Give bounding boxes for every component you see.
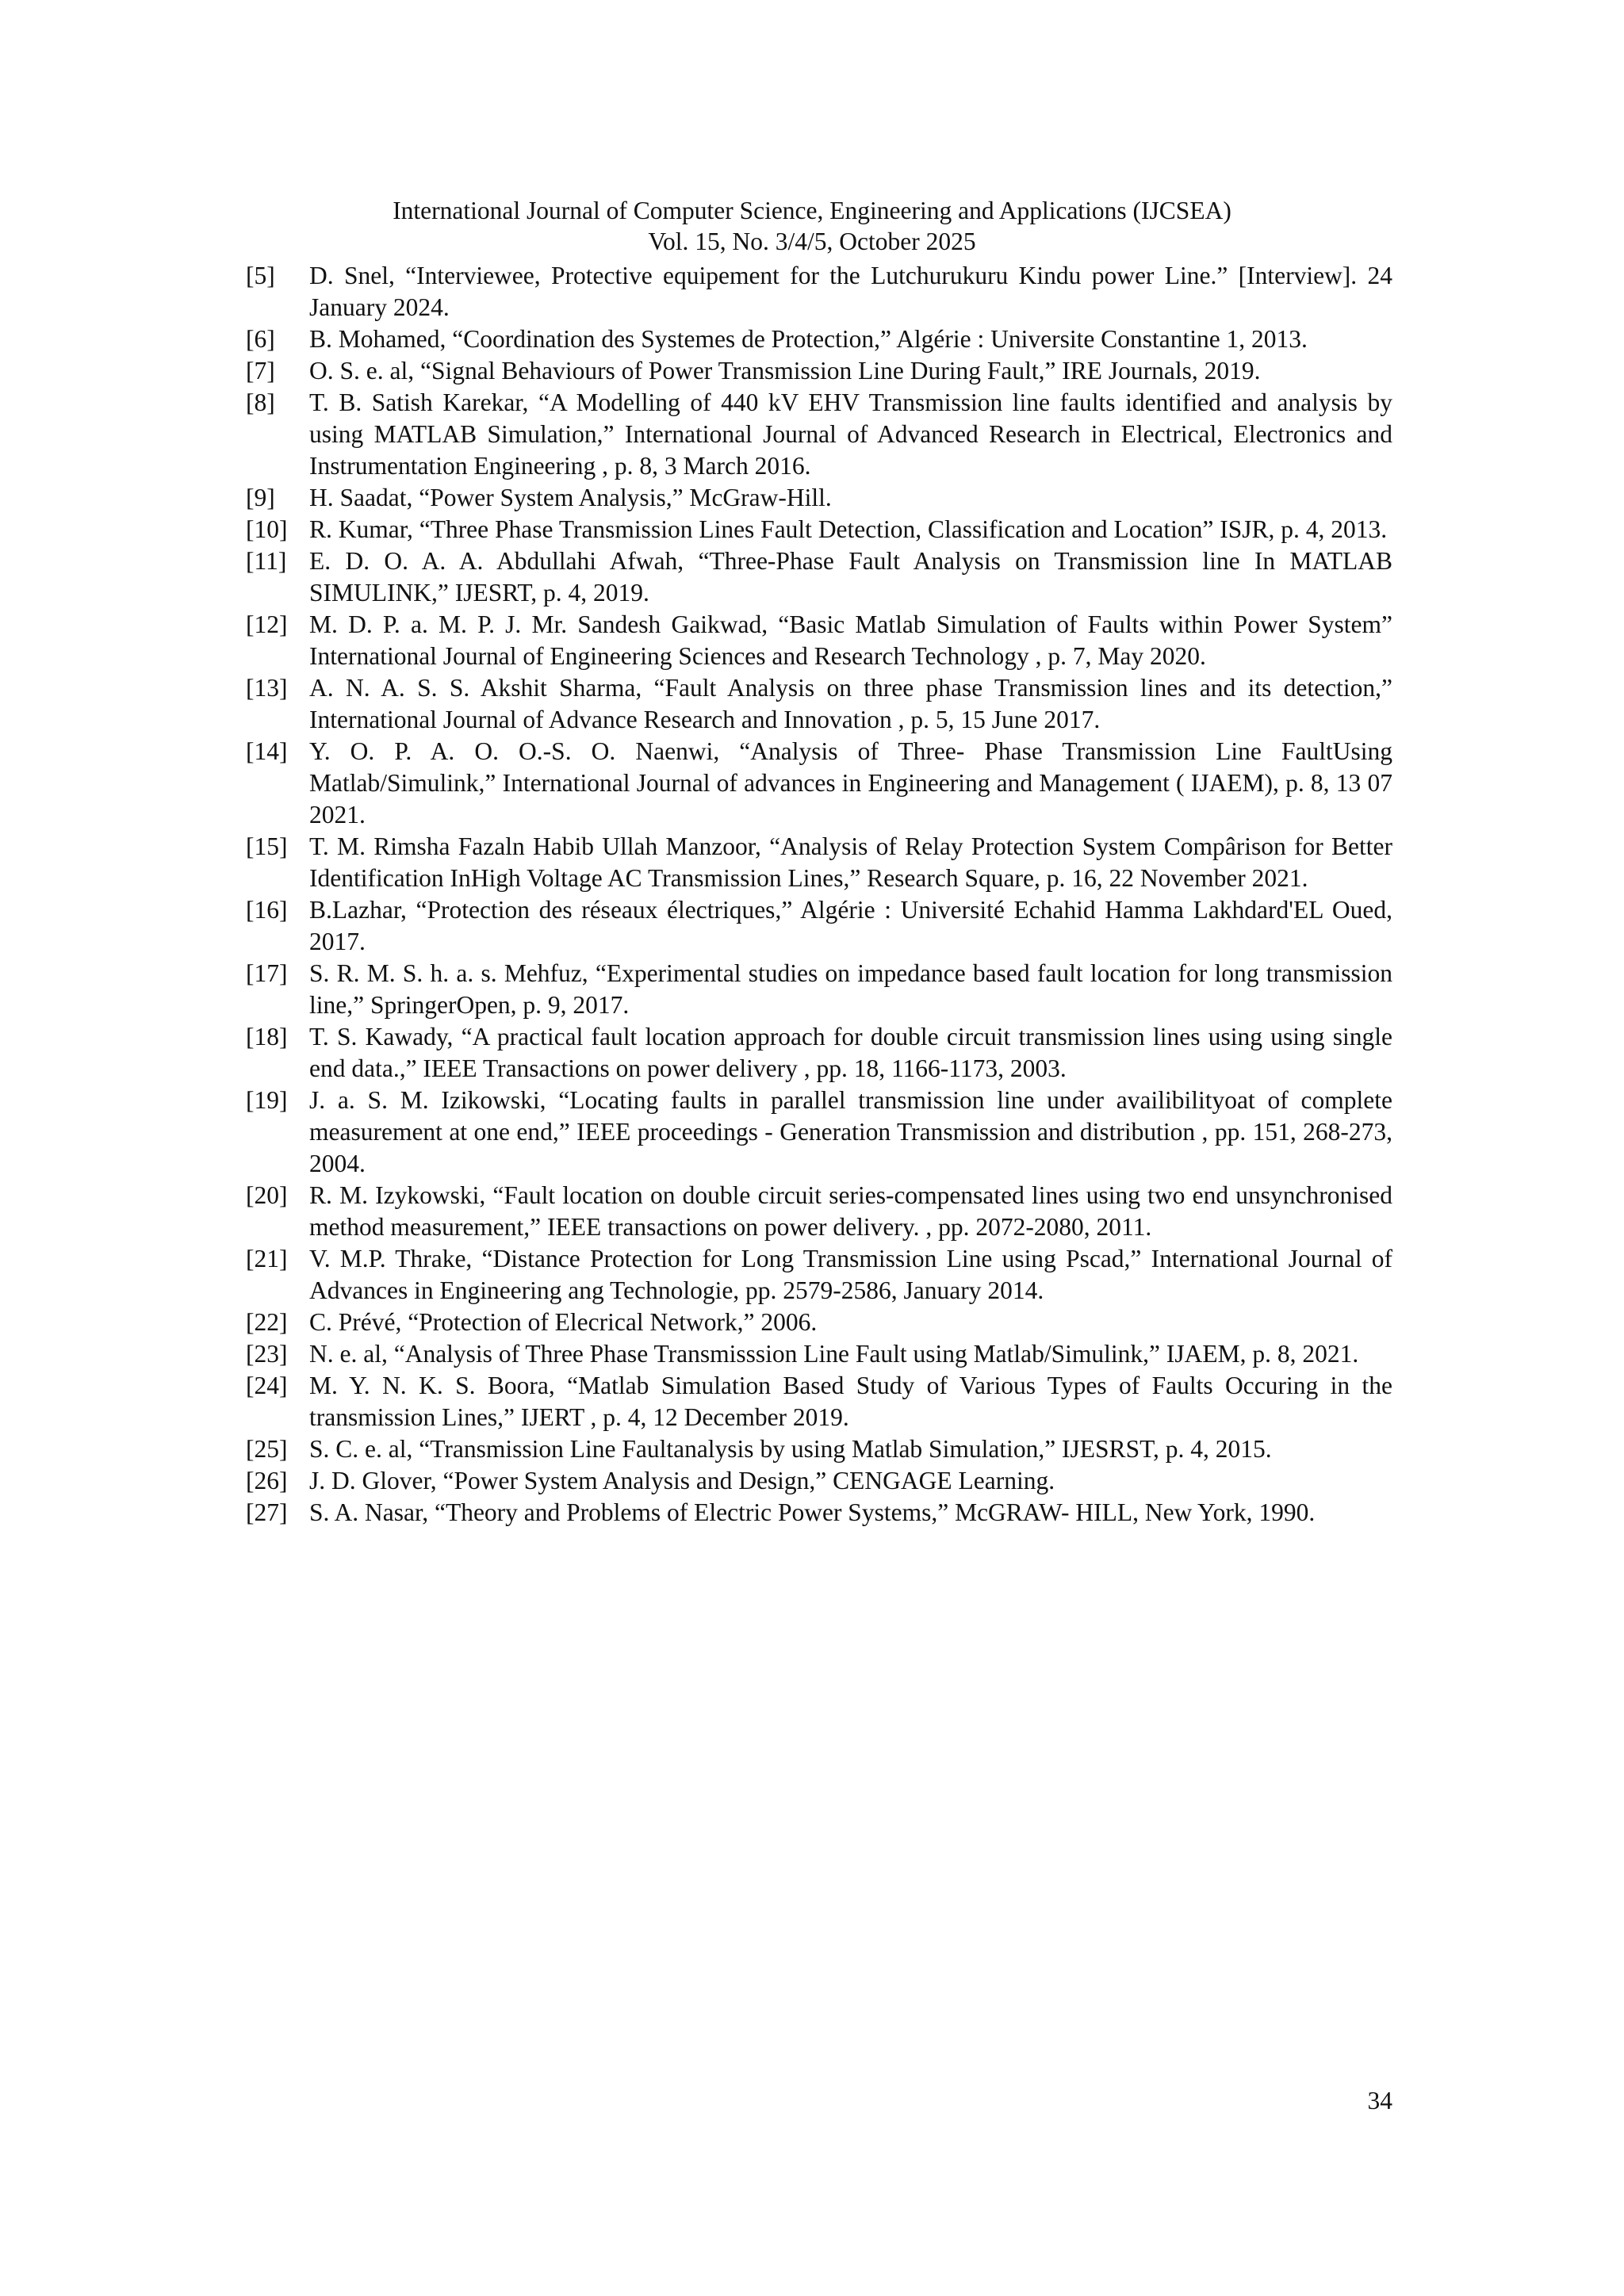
reference-item bbox=[246, 1338, 1392, 1370]
reference-number: [7] bbox=[246, 357, 275, 385]
reference-text: V. M.P. Thrake, “Distance Protection for Long Transmission Line using Pscad,” International Journal of Advances in Engineering ang Technologie, pp. 2579-2586, January 2014. bbox=[309, 1245, 1392, 1304]
reference-item bbox=[246, 1433, 1392, 1465]
running-header bbox=[0, 195, 1624, 257]
reference-text: B.Lazhar, “Protection des réseaux électriques,” Algérie : Université Echahid Hamma Lakhdard'EL Oued, 2017. bbox=[309, 896, 1392, 955]
reference-item bbox=[246, 1243, 1392, 1307]
reference-text: A. N. A. S. S. Akshit Sharma, “Fault Analysis on three phase Transmission lines and its detection,” International Journal of Advance Research and Innovation , p. 5, 15 June 2017. bbox=[309, 674, 1392, 733]
reference-number: [18] bbox=[246, 1023, 288, 1050]
reference-text: N. e. al, “Analysis of Three Phase Transmisssion Line Fault using Matlab/Simulink,” IJAEM, p. 8, 2021. bbox=[309, 1340, 1359, 1368]
reference-text: S. A. Nasar, “Theory and Problems of Electric Power Systems,” McGRAW- HILL, New York, 1990. bbox=[309, 1498, 1316, 1526]
reference-text: E. D. O. A. A. Abdullahi Afwah, “Three-Phase Fault Analysis on Transmission line In MATLAB SIMULINK,” IJESRT, p. 4, 2019. bbox=[309, 547, 1392, 607]
page-number: 34 bbox=[1367, 2087, 1392, 2114]
reference-item bbox=[246, 1180, 1392, 1243]
reference-item bbox=[246, 1497, 1392, 1529]
reference-text: J. D. Glover, “Power System Analysis and Design,” CENGAGE Learning. bbox=[309, 1467, 1055, 1494]
reference-number: [16] bbox=[246, 896, 288, 924]
reference-item bbox=[246, 387, 1392, 482]
reference-item bbox=[246, 355, 1392, 387]
reference-text: M. D. P. a. M. P. J. Mr. Sandesh Gaikwad, “Basic Matlab Simulation of Faults within Power System” International Journal of Engineering Sciences and Research Technology , p. 7, May 2020. bbox=[309, 610, 1392, 670]
reference-text: D. Snel, “Interviewee, Protective equipement for the Lutchurukuru Kindu power Line.” [Interview]. 24 January 2024. bbox=[309, 262, 1392, 321]
reference-text: H. Saadat, “Power System Analysis,” McGraw-Hill. bbox=[309, 484, 832, 511]
reference-number: [11] bbox=[246, 547, 287, 575]
reference-text: T. S. Kawady, “A practical fault location approach for double circuit transmission lines using using single end data.,” IEEE Transactions on power delivery , pp. 18, 1166-1173, 2003. bbox=[309, 1023, 1392, 1082]
reference-item bbox=[246, 260, 1392, 323]
reference-item bbox=[246, 1307, 1392, 1338]
reference-item bbox=[246, 1465, 1392, 1497]
reference-item bbox=[246, 672, 1392, 736]
reference-item bbox=[246, 323, 1392, 355]
reference-text: O. S. e. al, “Signal Behaviours of Power Transmission Line During Fault,” IRE Journals, 2019. bbox=[309, 357, 1261, 385]
journal-title: International Journal of Computer Science, Engineering and Applications (IJCSEA) bbox=[393, 197, 1231, 224]
reference-text: Y. O. P. A. O. O.-S. O. Naenwi, “Analysis of Three- Phase Transmission Line FaultUsing Matlab/Simulink,” International Journal of advances in Engineering and Management ( IJAEM), p. 8, 13 07 2021. bbox=[309, 737, 1392, 828]
reference-number: [12] bbox=[246, 610, 288, 638]
reference-item bbox=[246, 894, 1392, 958]
reference-number: [26] bbox=[246, 1467, 288, 1494]
reference-number: [21] bbox=[246, 1245, 288, 1272]
reference-text: T. M. Rimsha Fazaln Habib Ullah Manzoor, “Analysis of Relay Protection System Compârison for Better Identification InHigh Voltage AC Transmission Lines,” Research Square, p. 16, 22 November 2021. bbox=[309, 832, 1392, 892]
reference-item bbox=[246, 736, 1392, 831]
journal-issue: Vol. 15, No. 3/4/5, October 2025 bbox=[648, 228, 976, 255]
reference-item bbox=[246, 1370, 1392, 1433]
reference-item bbox=[246, 514, 1392, 545]
reference-number: [15] bbox=[246, 832, 288, 860]
reference-item bbox=[246, 1085, 1392, 1180]
reference-number: [19] bbox=[246, 1086, 288, 1114]
reference-number: [24] bbox=[246, 1372, 288, 1399]
reference-text: R. M. Izykowski, “Fault location on double circuit series-compensated lines using two end unsynchronised method measurement,” IEEE transactions on power delivery. , pp. 2072-2080, 2011. bbox=[309, 1181, 1392, 1241]
reference-item bbox=[246, 545, 1392, 609]
reference-number: [23] bbox=[246, 1340, 288, 1368]
reference-number: [9] bbox=[246, 484, 275, 511]
reference-text: T. B. Satish Karekar, “A Modelling of 440 kV EHV Transmission line faults identified and analysis by using MATLAB Simulation,” International Journal of Advanced Research in Electrical, Electronics and Instrumentation Engineering , p. 8, 3 March 2016. bbox=[309, 388, 1392, 480]
reference-text: S. C. e. al, “Transmission Line Faultanalysis by using Matlab Simulation,” IJESRST, p. 4, 2015. bbox=[309, 1435, 1272, 1463]
reference-item bbox=[246, 831, 1392, 894]
reference-number: [14] bbox=[246, 737, 288, 765]
reference-item bbox=[246, 482, 1392, 514]
reference-number: [5] bbox=[246, 262, 275, 289]
reference-text: S. R. M. S. h. a. s. Mehfuz, “Experimental studies on impedance based fault location for long transmission line,” SpringerOpen, p. 9, 2017. bbox=[309, 959, 1392, 1019]
reference-number: [20] bbox=[246, 1181, 288, 1209]
reference-text: M. Y. N. K. S. Boora, “Matlab Simulation Based Study of Various Types of Faults Occuring in the transmission Lines,” IJERT , p. 4, 12 December 2019. bbox=[309, 1372, 1392, 1431]
reference-text: C. Prévé, “Protection of Elecrical Network,” 2006. bbox=[309, 1308, 818, 1336]
reference-item bbox=[246, 958, 1392, 1021]
reference-text: B. Mohamed, “Coordination des Systemes de Protection,” Algérie : Universite Constantine 1, 2013. bbox=[309, 325, 1308, 353]
reference-text: R. Kumar, “Three Phase Transmission Lines Fault Detection, Classification and Location” ISJR, p. 4, 2013. bbox=[309, 515, 1388, 543]
reference-number: [6] bbox=[246, 325, 275, 353]
reference-number: [8] bbox=[246, 388, 275, 416]
reference-number: [17] bbox=[246, 959, 288, 987]
reference-number: [22] bbox=[246, 1308, 288, 1336]
reference-text: J. a. S. M. Izikowski, “Locating faults in parallel transmission line under availibilityoat of complete measurement at one end,” IEEE proceedings - Generation Transmission and distribution , pp. 151, 268-273, 2004. bbox=[309, 1086, 1392, 1177]
reference-number: [10] bbox=[246, 515, 288, 543]
reference-item bbox=[246, 609, 1392, 672]
reference-number: [27] bbox=[246, 1498, 288, 1526]
reference-item bbox=[246, 1021, 1392, 1085]
reference-number: [25] bbox=[246, 1435, 288, 1463]
reference-list bbox=[246, 260, 1392, 1529]
reference-number: [13] bbox=[246, 674, 288, 702]
